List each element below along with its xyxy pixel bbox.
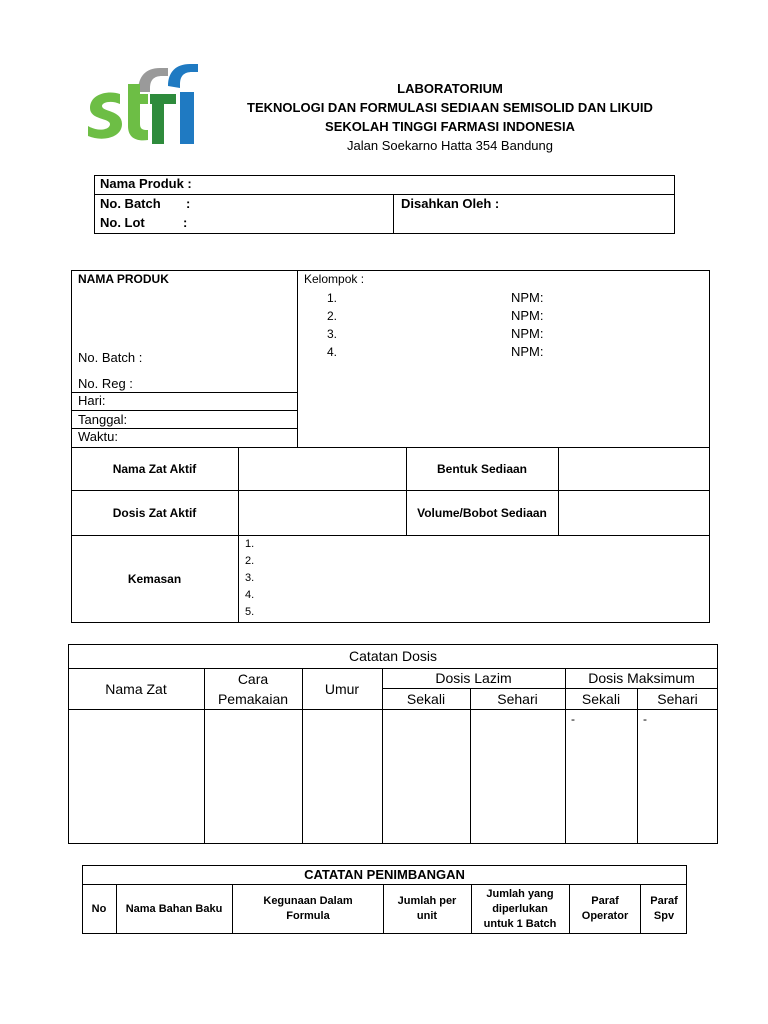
col-paraf-spv: Paraf Spv [650, 895, 678, 922]
col-jumlah-per-unit: Jumlah per unit [397, 895, 457, 922]
kemasan-item: 3. [245, 572, 255, 584]
lazim-sekali-header: Sekali [406, 690, 446, 707]
no-lot-label: No. Lot [100, 215, 145, 230]
maks-sehari-header: Sehari [657, 690, 698, 707]
nama-zat-header: Nama Zat [105, 680, 167, 697]
header-title: LABORATORIUM [397, 81, 503, 96]
kemasan-item: 1. [245, 538, 255, 550]
disahkan-oleh-label: Disahkan Oleh : [401, 196, 500, 211]
col-kegunaan: Kegunaan Dalam Formula [263, 895, 353, 922]
maks-sekali-dash: - [571, 712, 575, 726]
tanggal-field: Tanggal: [78, 412, 128, 427]
waktu-field: Waktu: [78, 429, 118, 444]
col-no: No [91, 903, 107, 915]
nama-produk-heading: NAMA PRODUK [78, 272, 169, 286]
umur-header: Umur [324, 680, 360, 697]
nama-produk-label: Nama Produk : [100, 176, 192, 191]
no-batch-colon: : [186, 196, 191, 211]
no-batch-field: No. Batch : [78, 350, 143, 365]
kemasan-label: Kemasan [127, 572, 182, 586]
stfi-logo [86, 62, 202, 146]
nama-zat-aktif-label: Nama Zat Aktif [112, 461, 197, 476]
member-npm: NPM: [511, 290, 544, 305]
lazim-sehari-header: Sehari [497, 690, 538, 707]
member-npm: NPM: [511, 308, 544, 323]
cara-pemakaian-header: Cara Pemakaian [217, 670, 289, 707]
dosis-zat-aktif-label: Dosis Zat Aktif [112, 505, 197, 520]
kemasan-item: 2. [245, 555, 255, 567]
maks-sekali-header: Sekali [581, 690, 621, 707]
header-institution: SEKOLAH TINGGI FARMASI INDONESIA [325, 119, 575, 134]
hari-field: Hari: [78, 393, 106, 408]
col-jumlah-diperlukan: Jumlah yang diperlukan untuk 1 Batch [483, 887, 557, 930]
col-nama-bahan-baku: Nama Bahan Baku [125, 903, 223, 915]
no-reg-field: No. Reg : [78, 376, 133, 391]
catatan-penimbangan-title: CATATAN PENIMBANGAN [304, 867, 465, 882]
maks-sehari-dash: - [643, 712, 647, 726]
kelompok-label: Kelompok : [304, 272, 365, 286]
dosis-lazim-header: Dosis Lazim [435, 670, 512, 686]
kemasan-item: 5. [245, 606, 255, 618]
header-subtitle: TEKNOLOGI DAN FORMULASI SEDIAAN SEMISOLID DAN LIKUID [247, 100, 653, 115]
catatan-dosis-title: Catatan Dosis [349, 648, 437, 664]
member-num: 4. [327, 345, 338, 359]
member-npm: NPM: [511, 344, 544, 359]
member-num: 3. [327, 327, 338, 341]
no-lot-colon: : [183, 215, 188, 230]
kemasan-item: 4. [245, 589, 255, 601]
bentuk-sediaan-label: Bentuk Sediaan [436, 461, 528, 476]
col-paraf-operator: Paraf Operator [581, 895, 629, 922]
no-batch-label: No. Batch [100, 196, 161, 211]
dosis-maksimum-header: Dosis Maksimum [588, 670, 695, 686]
member-npm: NPM: [511, 326, 544, 341]
member-num: 1. [327, 291, 338, 305]
header-address: Jalan Soekarno Hatta 354 Bandung [347, 138, 553, 153]
member-num: 2. [327, 309, 338, 323]
volume-bobot-label: Volume/Bobot Sediaan [417, 505, 547, 520]
